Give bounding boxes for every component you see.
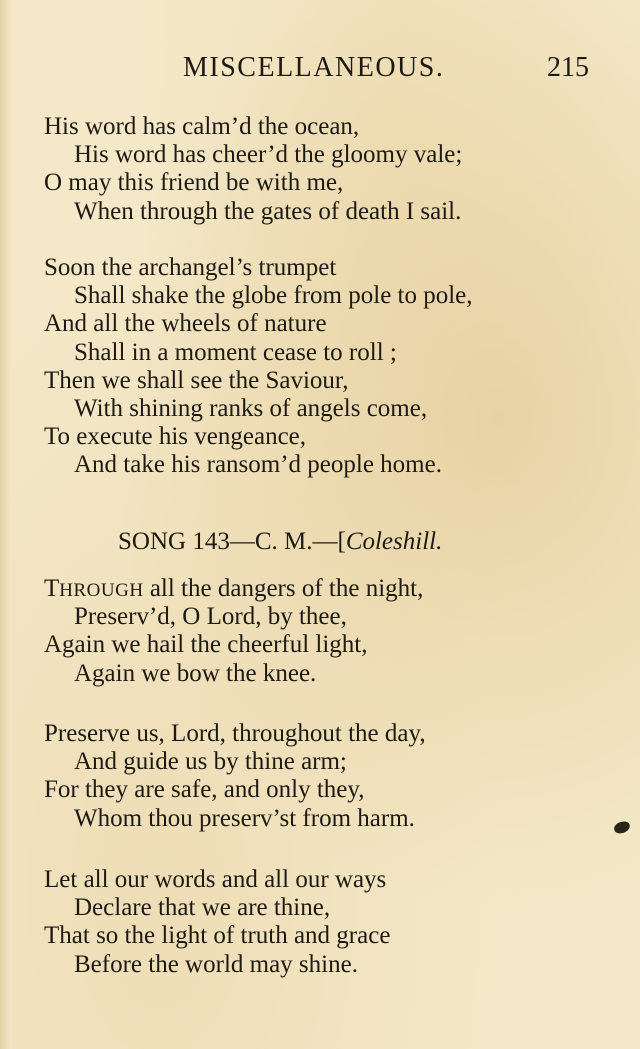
small-caps-rest: HROUGH	[59, 580, 144, 601]
verse-line: When through the gates of death I sail.	[74, 197, 462, 225]
small-caps-initial: T	[44, 575, 60, 602]
verse-line: And all the wheels of nature	[44, 310, 327, 338]
verse-line: Preserve us, Lord, throughout the day,	[44, 720, 426, 747]
tune-bracket: [	[337, 528, 346, 555]
verse-line: Again we bow the knee.	[74, 659, 317, 687]
verse-line-remainder: all the dangers of the night,	[143, 575, 424, 602]
song-title	[118, 525, 442, 559]
stanza	[44, 575, 624, 688]
verse-line: Soon the archangel’s trumpet	[44, 254, 337, 281]
verse-line: His word has calm’d the ocean,	[44, 113, 360, 140]
verse-line: O may this friend be with me,	[44, 169, 344, 197]
verse-line: For they are safe, and only they,	[44, 776, 365, 804]
verse-line: Preserv’d, O Lord, by thee,	[74, 603, 347, 631]
verse-line: Whom thou preserv’st from harm.	[74, 804, 415, 832]
verse-line: Again we hail the cheerful light,	[44, 631, 368, 659]
verse-line	[44, 575, 624, 603]
verse-line: And guide us by thine arm;	[74, 748, 347, 776]
verse-line: Before the world may shine.	[74, 950, 358, 978]
verse-line: Let all our words and all our ways	[44, 866, 387, 893]
tune-name: Coleshill.	[345, 528, 443, 555]
verse-line: Then we shall see the Saviour,	[44, 366, 349, 394]
verse-line: With shining ranks of angels come,	[74, 394, 428, 422]
verse-line: Shall in a moment cease to roll ;	[74, 338, 397, 366]
verse-line: His word has cheer’d the gloomy vale;	[74, 141, 463, 169]
verse-line: Shall shake the globe from pole to pole,	[74, 282, 473, 310]
running-head: MISCELLANEOUS.	[183, 52, 445, 83]
stanza	[44, 254, 624, 480]
page-number: 215	[547, 52, 589, 83]
page-gutter	[0, 0, 12, 1049]
stanza	[44, 866, 624, 979]
song-number: SONG 143—C. M.—	[118, 528, 338, 555]
page-header	[0, 50, 640, 90]
stanza	[44, 720, 624, 833]
verse-line: Declare that we are thine,	[74, 894, 331, 922]
verse-line: To execute his vengeance,	[44, 423, 307, 451]
verse-line: And take his ransom’d people home.	[74, 451, 442, 479]
verse-line: That so the light of truth and grace	[44, 922, 391, 950]
stanza	[44, 113, 624, 226]
